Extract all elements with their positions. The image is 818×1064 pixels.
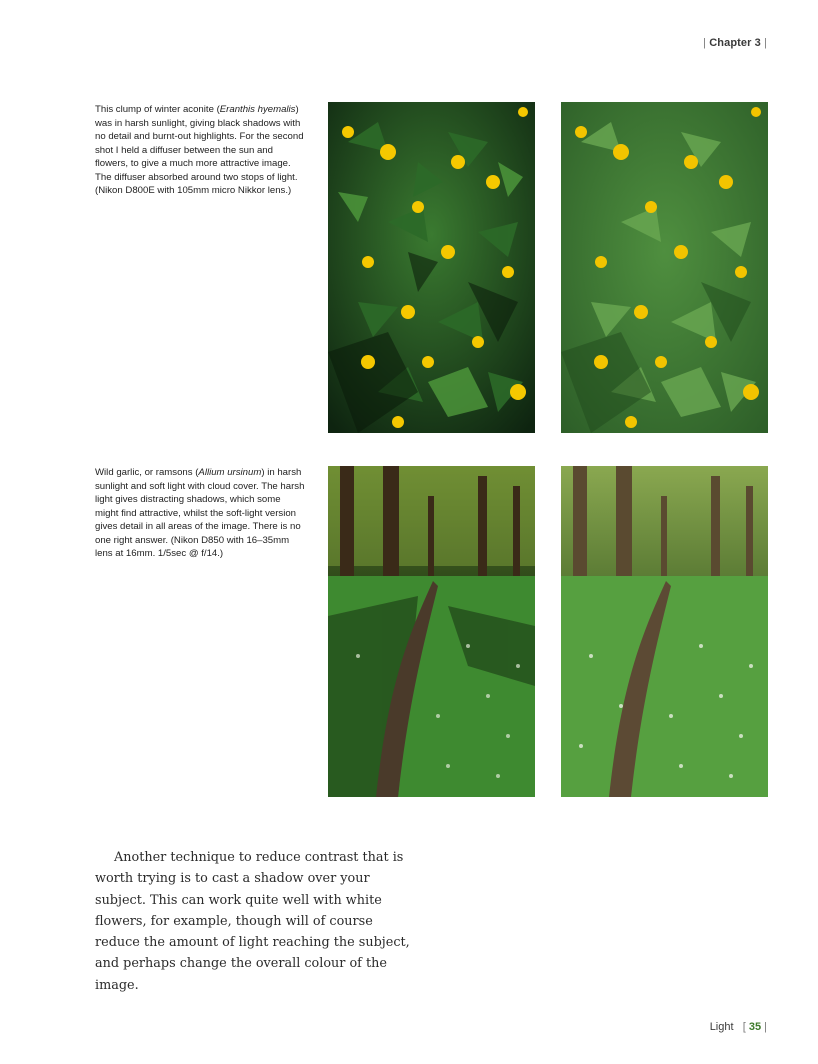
photo-garlic-soft-light (561, 466, 768, 797)
page-footer: Light [ 35 | (709, 1021, 767, 1033)
caption-garlic-latin: Allium ursinum (198, 467, 262, 478)
caption-aconite-text-b: ) was in harsh sunlight, giving black shadows with no detail and burnt-out highlights. For the second shot I held a diffuser between the sun and flowers, to give a much more attractive image. The diffuser absorbed around two stops of light. (Nikon D800E with 105mm micro Nikkor lens.) (95, 104, 304, 196)
section-label: Light (709, 1021, 734, 1033)
caption-garlic-text-b: ) in harsh sunlight and soft light with cloud cover. The harsh light gives distracting shadows, which some might find attractive, whilst the soft-light version gives detail in all areas of the image. There is no one right answer. (Nikon D850 with 16–35mm lens at 16mm. 1/5sec @ f/14.) (95, 467, 305, 559)
caption-aconite (95, 103, 305, 198)
chapter-label: Chapter 3 (709, 37, 761, 49)
photo-garlic-harsh-light (328, 466, 535, 797)
page-number: 35 (748, 1021, 762, 1033)
caption-garlic (95, 466, 305, 561)
photo-aconite-harsh-light (328, 102, 535, 433)
photo-aconite-diffused-light (561, 102, 768, 433)
caption-aconite-text-a: This clump of winter aconite ( (95, 104, 220, 115)
caption-garlic-text-a: Wild garlic, or ramsons ( (95, 467, 199, 478)
caption-aconite-latin: Eranthis hyemalis (219, 104, 296, 115)
chapter-header: | Chapter 3 | (703, 37, 767, 49)
body-paragraph: Another technique to reduce contrast that is worth trying is to cast a shadow over your subject. This can work quite well with white flowers, for example, though will of course reduce the amount of light reaching the subject, and perhaps change the overall colour of the image. (95, 850, 410, 993)
